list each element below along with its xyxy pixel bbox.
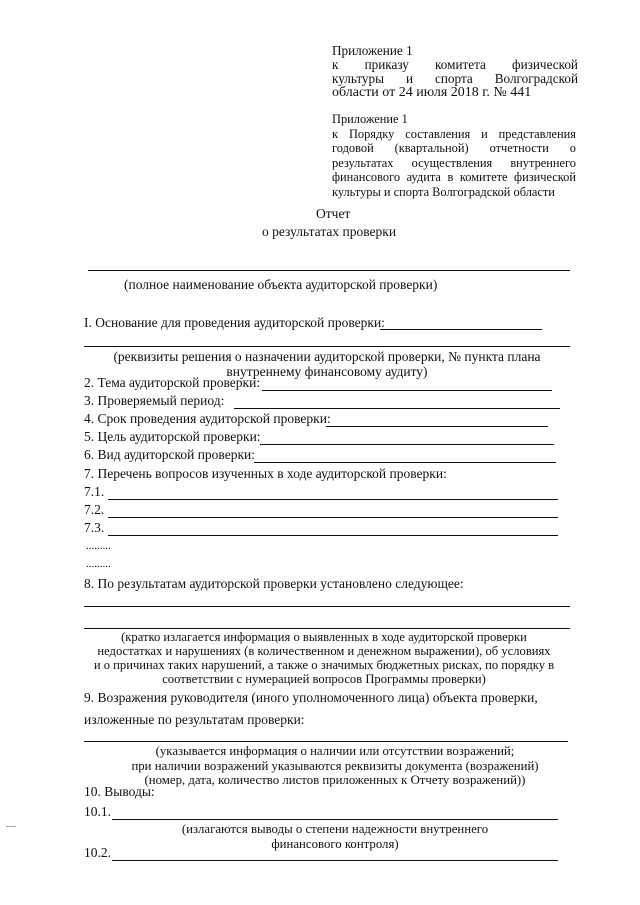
section10-caption-line1: (излагаются выводы о степени надежности внутреннего (181, 822, 489, 836)
appendix-order-line2: к приказу комитета физической (332, 57, 578, 72)
section9-label-line2: изложенные по результатам проверки: (84, 712, 305, 727)
section9-field[interactable] (84, 741, 568, 742)
section10-caption-line2: финансового контроля) (271, 837, 399, 851)
report-subtitle: о результатах проверки (262, 224, 397, 239)
appendix-procedure-line2: к Порядку составления и представления (332, 126, 576, 141)
section9-caption-line1: (указывается информация о наличии или отсутствии возражений; (155, 744, 515, 758)
item5-label: 5. Цель аудиторской проверки: (84, 429, 261, 444)
ellipsis-1: ......... (86, 540, 111, 552)
item5-field[interactable] (260, 444, 554, 445)
appendix-order-line4: области от 24 июля 2018 г. № 441 (332, 85, 532, 100)
item7-1-field[interactable] (108, 499, 558, 500)
item6-field[interactable] (254, 462, 556, 463)
section1-caption-line1: (реквизиты решения о назначении аудиторской проверки, № пункта плана (113, 349, 541, 364)
item6-label: 6. Вид аудиторской проверки: (84, 447, 256, 462)
appendix-procedure-block (332, 112, 576, 199)
section1-field-inline[interactable] (380, 329, 542, 330)
section8-caption-line3: и о причинах таких нарушений, а также о значимых бюджетных рисках, по порядку в (93, 658, 555, 672)
object-name-field[interactable] (88, 270, 570, 271)
section10-caption (112, 822, 558, 852)
section8-caption-line1: (кратко излагается информация о выявленных в ходе аудиторской проверки (121, 630, 527, 644)
appendix-order-line1: Приложение 1 (332, 43, 413, 58)
item10-1-label: 10.1. (84, 804, 111, 819)
section8-caption-line4: соответствии с нумерацией вопросов Программы проверки) (162, 672, 486, 686)
item7-label: 7. Перечень вопросов изученных в ходе аудиторской проверки: (84, 466, 447, 481)
item7-2-label: 7.2. (84, 502, 105, 517)
item4-field[interactable] (326, 426, 548, 427)
object-name-caption: (полное наименование объекта аудиторской проверки) (124, 277, 438, 292)
section10-label: 10. Выводы: (84, 784, 155, 799)
section8-caption (74, 630, 574, 686)
section9-label-line1: 9. Возражения руководителя (иного уполномоченного лица) объекта проверки, (84, 690, 538, 705)
appendix-procedure-line3: годовой (квартальной) отчетности о (332, 141, 576, 155)
appendix-procedure-line1: Приложение 1 (332, 112, 408, 126)
item10-1-field[interactable] (112, 819, 558, 820)
appendix-procedure-line6: культуры и спорта Волгоградской области (332, 184, 555, 199)
section8-field-1[interactable] (84, 606, 570, 607)
item3-field[interactable] (234, 408, 560, 409)
item2-label: 2. Тема аудиторской проверки: (84, 375, 261, 390)
appendix-order-block (332, 44, 578, 100)
item7-3-field[interactable] (108, 535, 558, 536)
section8-label: 8. По результатам аудиторской проверки установлено следующее: (84, 576, 464, 591)
item10-2-label: 10.2. (84, 845, 111, 860)
scan-mark (6, 826, 16, 827)
appendix-procedure-line4: результатах осуществления внутреннего (332, 155, 576, 170)
item7-3-label: 7.3. (84, 520, 105, 535)
item10-2-field[interactable] (112, 860, 558, 861)
item3-label: 3. Проверяемый период: (84, 393, 225, 408)
appendix-order-line3: культуры и спорта Волгоградской (332, 71, 578, 86)
item4-label: 4. Срок проведения аудиторской проверки: (84, 411, 331, 426)
section9-caption-line3: (номер, дата, количество листов приложенных к Отчету возражений)) (144, 773, 526, 787)
report-title: Отчет (316, 206, 351, 221)
section1-field[interactable] (84, 346, 570, 347)
section1-caption-line2: внутреннему финансовому аудиту) (226, 364, 428, 379)
appendix-procedure-line5: финансового аудита в комитете физической (332, 170, 576, 184)
section8-caption-line2: недостатках и нарушениях (в количественном и денежном выражении), об условиях (97, 644, 551, 658)
ellipsis-2: ......... (86, 558, 111, 570)
section9-caption (100, 744, 570, 788)
section1-label: I. Основание для проведения аудиторской проверки: (84, 315, 385, 330)
item2-field[interactable] (262, 390, 552, 391)
item7-1-label: 7.1. (84, 484, 105, 499)
section8-field-2[interactable] (84, 628, 570, 629)
item7-2-field[interactable] (108, 517, 558, 518)
section9-caption-line2: при наличии возражений указываются реквизиты документа (возражений) (131, 758, 539, 773)
